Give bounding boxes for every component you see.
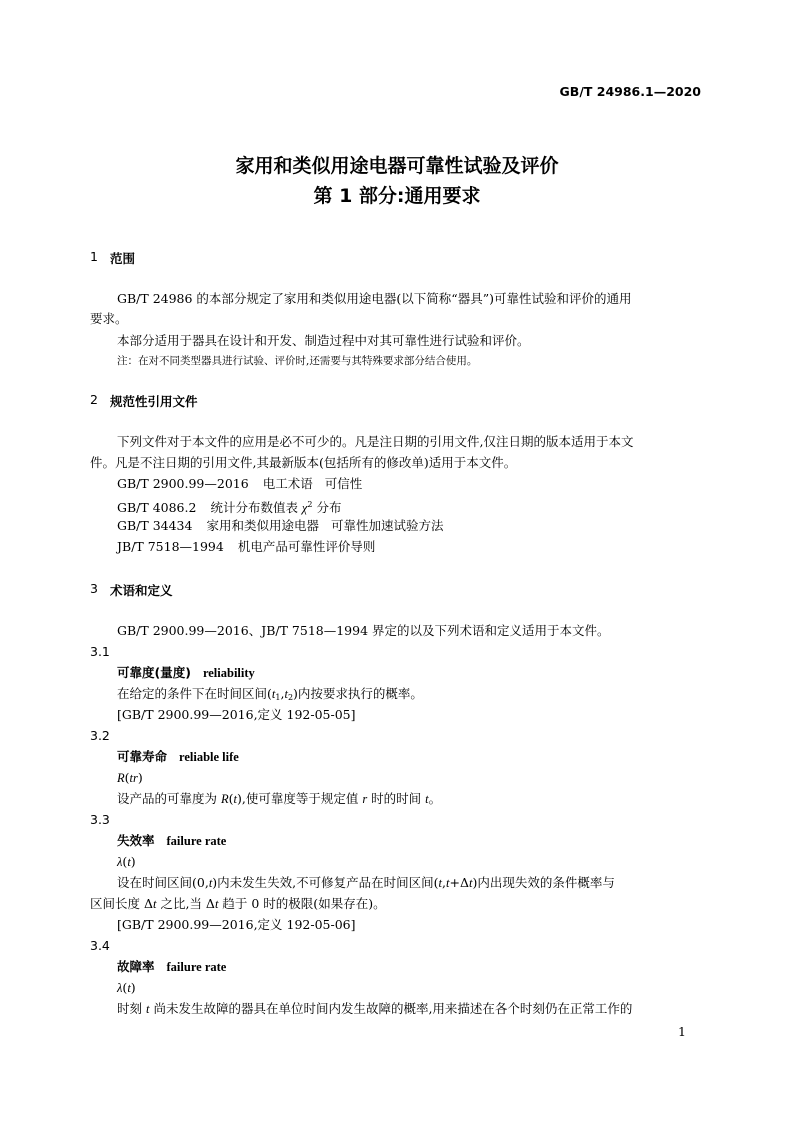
term-english: failure rate [166,834,227,848]
math-symbol: λ [117,981,123,995]
reference-entry: GB/T 2900.99—2016 电工术语 可信性 [117,476,363,491]
math-symbol: t [438,876,443,890]
math-symbol: t [214,897,219,911]
math-symbol: t [284,687,288,701]
term-english: failure rate [166,960,227,974]
section-title: 术语和定义 [110,583,173,598]
reference-entry: JB/T 7518—1994 机电产品可靠性评价导则 [117,539,376,554]
math-symbol: t [271,687,276,701]
math-symbol: t [233,792,237,806]
clause-number: 3.4 [90,938,110,953]
symbol-line: λ(t) [117,980,136,995]
paragraph-line: GB/T 2900.99—2016、JB/T 7518—1994 界定的以及下列术语和定义适用于本文件。 [117,623,610,638]
section-title: 范围 [110,251,136,266]
definition-line: 区间长度 Δt 之比,当 Δt 趋于 0 时的极限(如果存在)。 [90,896,386,911]
paragraph-line: GB/T 24986 的本部分规定了家用和类似用途电器(以下简称“器具”)可靠性试验和评价的通用 [117,291,632,306]
math-symbol: t [127,981,131,995]
term-chinese: 可靠寿命 [117,749,168,764]
definition-line: 设产品的可靠度为 R(t),使可靠度等于规定值 r 时的时间 t。 [117,791,442,806]
document-title: 家用和类似用途电器可靠性试验及评价 [235,155,559,177]
math-symbol: λ [117,855,123,869]
math-symbol: t [469,876,473,890]
math-symbol: t [425,792,429,806]
symbol-line: λ(t) [117,854,136,869]
math-symbol: t [208,876,213,890]
definition-line: 设在时间区间(0,t)内未发生失效,不可修复产品在时间区间(t,t+Δt)内出现失效的条件概率与 [117,875,615,890]
symbol-line: R(tr) [117,770,143,785]
math-symbol: χ [301,501,308,515]
subscript: 1 [275,693,281,702]
note-line: 注：在对不同类型器具进行试验、评价时,还需要与其特殊要求部分结合使用。 [117,355,478,367]
term-chinese: 失效率 [117,833,155,848]
term-english: reliability [202,666,255,680]
reference-entry: GB/T 34434 家用和类似用途电器 可靠性加速试验方法 [117,518,444,533]
math-symbol: R [220,792,229,806]
paragraph-line: 要求。 [90,311,128,326]
term-heading [117,959,226,975]
definition-line: 时刻 t 尚未发生故障的器具在单位时间内发生故障的概率,用来描述在各个时刻仍在正常工作的 [117,1001,633,1016]
section-number: 2 [90,392,98,407]
term-heading [117,665,255,681]
term-heading [117,749,239,765]
section-number: 1 [90,249,98,264]
definition-line: 在给定的条件下在时间区间$(t_1,t_2)$内按要求执行的概率。 [117,686,423,702]
math-symbol: r [362,792,368,806]
term-chinese: 可靠度(量度) [117,665,191,680]
subscript: 2 [287,693,294,702]
clause-number: 3.2 [90,728,110,743]
paragraph-line: 件。凡是不注日期的引用文件,其最新版本(包括所有的修改单)适用于本文件。 [90,455,517,470]
standard-code: GB/T 24986.1—2020 [559,84,701,99]
math-symbol: R [117,771,125,785]
math-symbol: t [446,876,450,890]
term-heading [117,833,226,849]
paragraph-line: 下列文件对于本文件的应用是必不可少的。凡是注日期的引用文件,仅注日期的版本适用于本文 [117,434,634,449]
term-chinese: 故障率 [117,959,155,974]
section-number: 3 [90,581,98,596]
superscript: 2 [307,500,313,509]
math-symbol: tr [129,771,138,785]
source-reference: [GB/T 2900.99—2016,定义 192-05-05] [117,707,356,722]
math-symbol: t [127,855,131,869]
reference-entry: GB/T 4086.2 统计分布数值表 $\chi^2$ 分布 [117,500,342,515]
document-subtitle: 第 1 部分:通用要求 [313,185,481,207]
math-symbol: t [145,1002,150,1016]
paragraph-line: 本部分适用于器具在设计和开发、制造过程中对其可靠性进行试验和评价。 [117,333,530,348]
source-reference: [GB/T 2900.99—2016,定义 192-05-06] [117,917,356,932]
clause-number: 3.3 [90,812,110,827]
section-title: 规范性引用文件 [110,394,198,409]
clause-number: 3.1 [90,644,110,659]
math-symbol: t [153,897,157,911]
page-number: 1 [678,1024,686,1039]
term-english: reliable life [179,750,239,764]
